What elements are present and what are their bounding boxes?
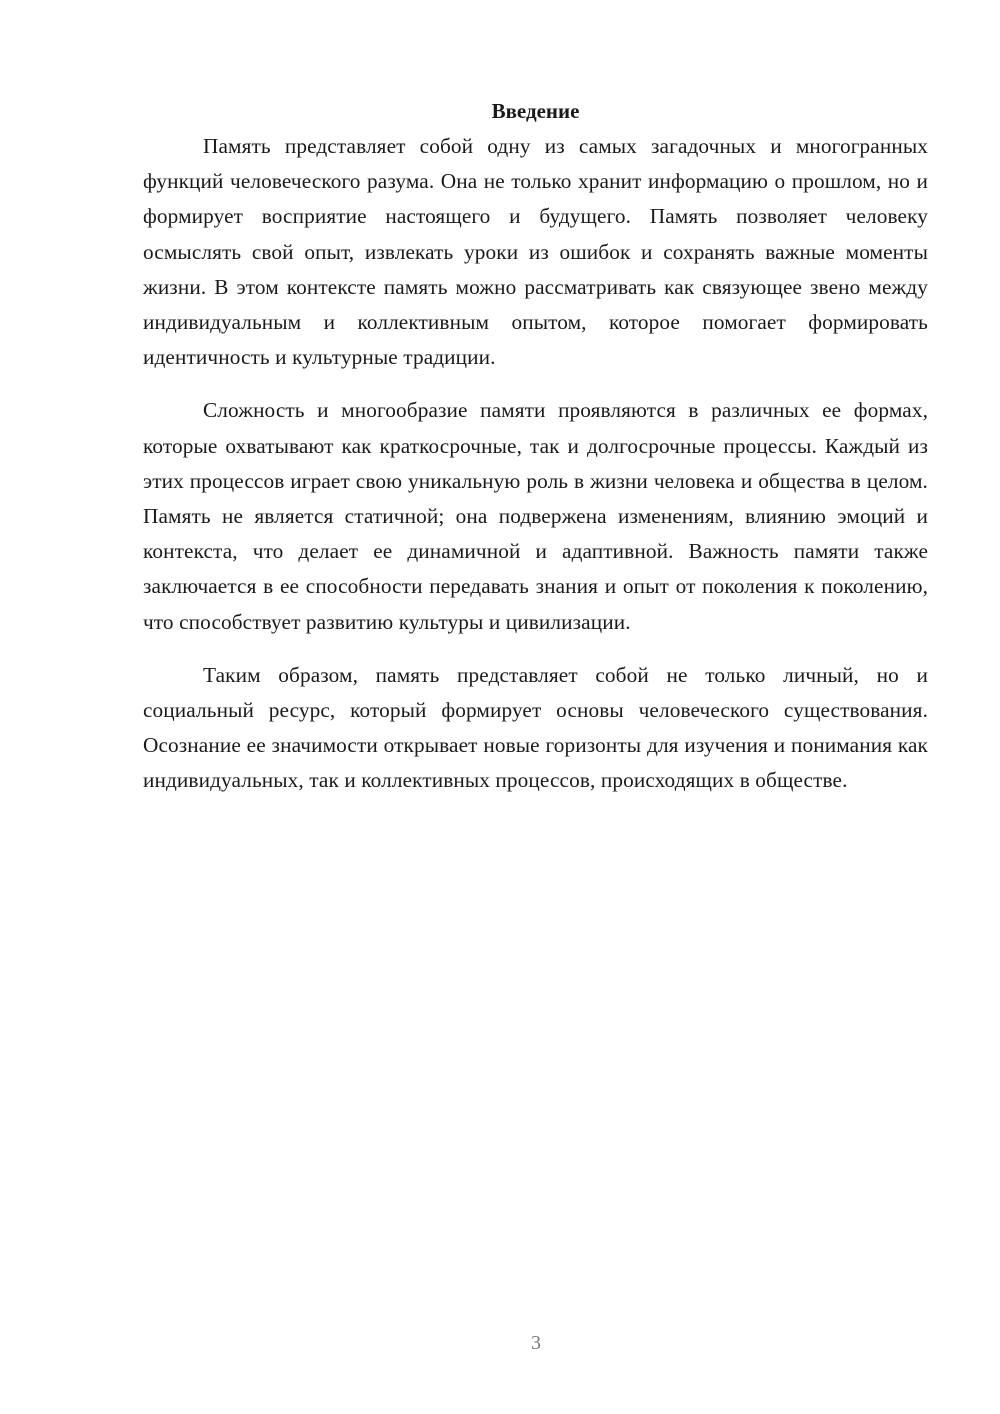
paragraph-1: Память представляет собой одну из самых загадочных и многогранных функций человеческого разума. Она не только хранит информацию о прошлом, но и формирует восприятие настоящего и будущего. Память позволяет человеку осмыслять свой опыт, извлекать уроки из ошибок и сохранять важные моменты жизни. В этом контексте память можно рассматривать как связующее звено между индивидуальным и коллективным опытом, которое помогает формировать идентичность и культурные традиции. xyxy=(143,134,928,370)
section-heading: Введение xyxy=(491,99,580,123)
page-number: 3 xyxy=(531,1332,541,1354)
paragraph-3: Таким образом, память представляет собой не только личный, но и социальный ресурс, который формирует основы человеческого существования. Осознание ее значимости открывает новые горизонты для изучения и понимания как индивидуальных, так и коллективных процессов, происходящих в обществе. xyxy=(143,662,928,793)
page-content xyxy=(143,93,928,817)
paragraph-2: Сложность и многообразие памяти проявляются в различных ее формах, которые охватывают как краткосрочные, так и долгосрочные процессы. Каждый из этих процессов играет свою уникальную роль в жизни человека и общества в целом. Память не является статичной; она подвержена изменениям, влиянию эмоций и контекста, что делает ее динамичной и адаптивной. Важность памяти также заключается в ее способности передавать знания и опыт от поколения к поколению, что способствует развитию культуры и цивилизации. xyxy=(143,398,928,634)
